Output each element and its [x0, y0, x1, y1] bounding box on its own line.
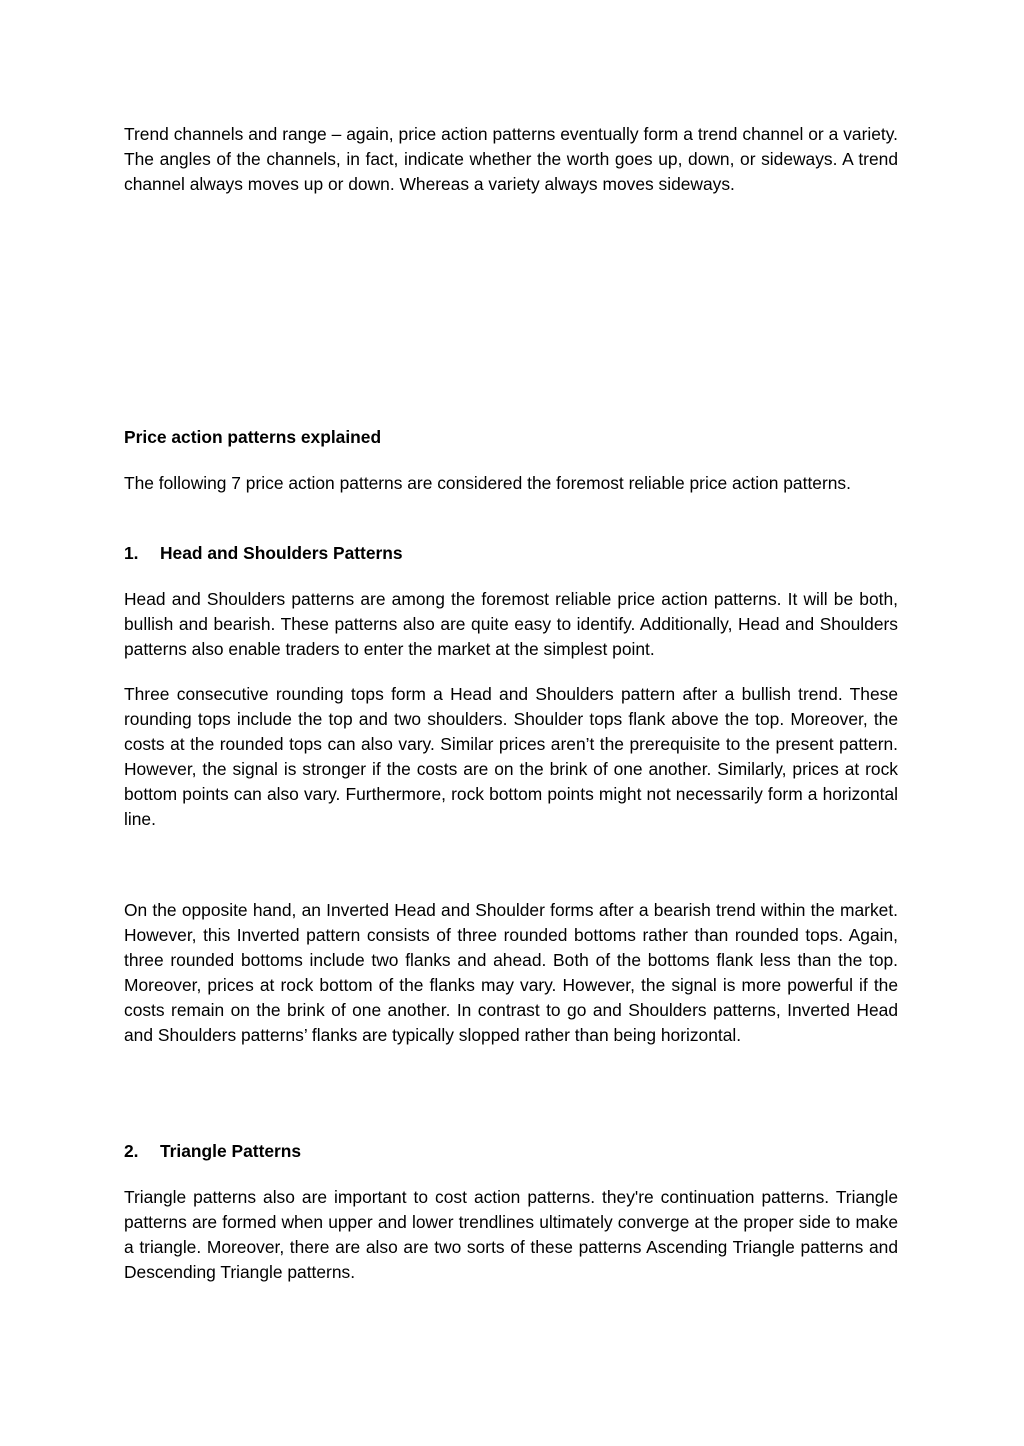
item-number: 1. — [124, 543, 139, 563]
head-shoulders-paragraph-2: Three consecutive rounding tops form a Head and Shoulders pattern after a bullish trend. These rounding tops include the top and two shoulders. Shoulder tops flank above the top. Moreover, the costs at the rounded tops can also vary. Similar prices aren’t the prerequisite to the present pattern. However, the signal is stronger if the costs are on the brink of one another. Similarly, prices at rock bottom points can also vary. Furthermore, rock bottom points might not necessarily form a horizontal line. — [124, 684, 898, 829]
head-shoulders-paragraph-3: On the opposite hand, an Inverted Head and Shoulder forms after a bearish trend within the market. However, this Inverted pattern consists of three rounded bottoms rather than rounded tops. Again, three rounded bottoms include two flanks and ahead. Both of the bottoms flank less than the top. Moreover, prices at rock bottom of the flanks may vary. However, the signal is more powerful if the costs remain on the brink of one another. In contrast to go and Shoulders patterns, Inverted Head and Shoulders patterns’ flanks are typically slopped rather than being horizontal. — [124, 900, 898, 1045]
intro-paragraph: Trend channels and range – again, price action patterns eventually form a trend channel or a variety. The angles of the channels, in fact, indicate whether the worth goes up, down, or sideways. A trend channel always moves up or down. Whereas a variety always moves sideways. — [124, 124, 898, 194]
item-heading-text: Head and Shoulders Patterns — [160, 543, 403, 563]
triangle-paragraph-1: Triangle patterns also are important to cost action patterns. they're continuation patterns. Triangle patterns are formed when upper and lower trendlines ultimately converge at the proper side to make a triangle. Moreover, there are also are two sorts of these patterns Ascending Triangle patterns and Descending Triangle patterns. — [124, 1187, 898, 1282]
item-heading-triangle — [124, 1139, 898, 1164]
head-shoulders-paragraph-1: Head and Shoulders patterns are among the foremost reliable price action patterns. It will be both, bullish and bearish. These patterns also are quite easy to identify. Additionally, Head and Shoulders patterns also enable traders to enter the market at the simplest point. — [124, 589, 898, 659]
item-number: 2. — [124, 1141, 139, 1161]
item-heading-head-and-shoulders — [124, 541, 898, 566]
section-heading: Price action patterns explained — [124, 427, 382, 447]
section-intro-paragraph: The following 7 price action patterns are considered the foremost reliable price action patterns. — [124, 473, 851, 493]
item-heading-text: Triangle Patterns — [160, 1141, 302, 1161]
